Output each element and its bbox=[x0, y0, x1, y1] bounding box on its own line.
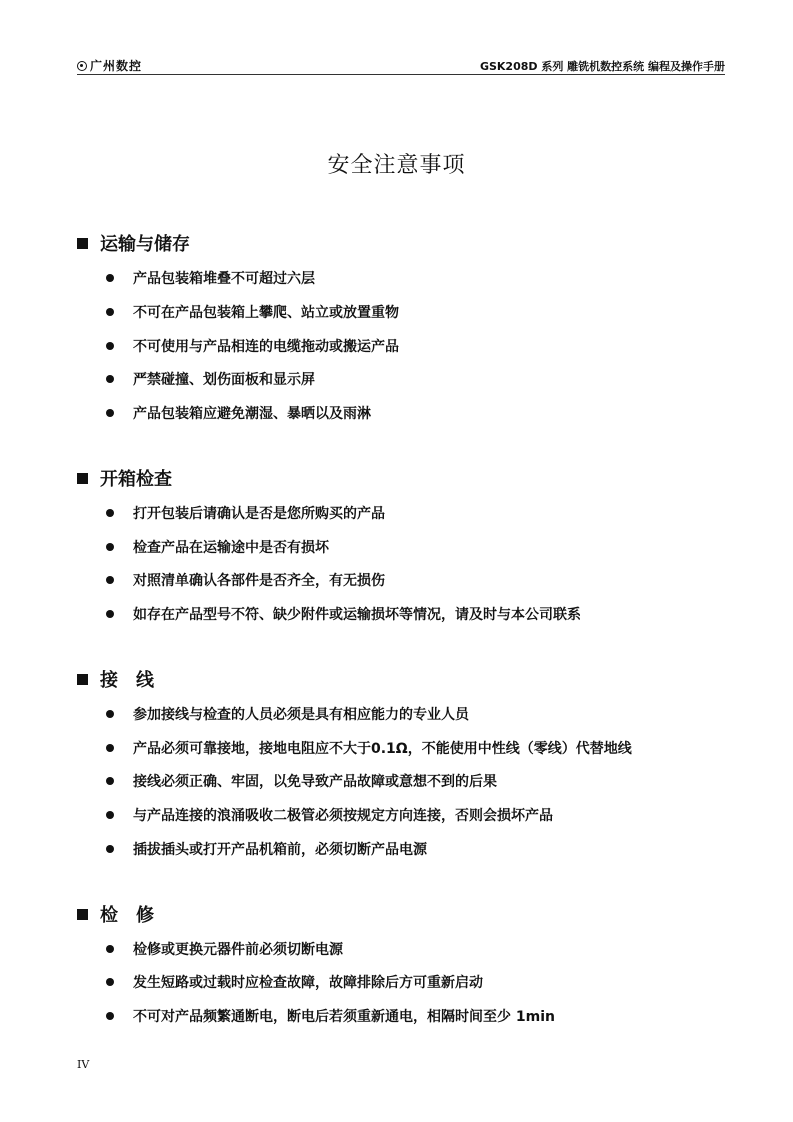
list-item: 如存在产品型号不符、缺少附件或运输损坏等情况，请及时与本公司联系 bbox=[104, 604, 581, 624]
list-item: 发生短路或过载时应检查故障，故障排除后方可重新启动 bbox=[104, 972, 483, 992]
list-item: 产品包装箱堆叠不可超过六层 bbox=[104, 268, 315, 288]
bullet-icon bbox=[106, 811, 114, 819]
bullet-icon bbox=[106, 274, 114, 282]
page-title: 安全注意事项 bbox=[327, 153, 466, 178]
list-item: 产品必须可靠接地，接地电阻应不大于0.1Ω，不能使用中性线（零线）代替地线 bbox=[104, 738, 632, 758]
list-item: 检修或更换元器件前必须切断电源 bbox=[104, 939, 343, 959]
square-bullet-icon bbox=[77, 674, 88, 685]
bullet-icon bbox=[106, 375, 114, 383]
list-item: 产品包装箱应避免潮湿、暴晒以及雨淋 bbox=[104, 403, 371, 423]
list-item: 与产品连接的浪涌吸收二极管必须按规定方向连接，否则会损坏产品 bbox=[104, 805, 553, 825]
list-item: 插拔插头或打开产品机箱前，必须切断产品电源 bbox=[104, 839, 427, 859]
bullet-icon bbox=[106, 1012, 114, 1020]
square-bullet-icon bbox=[77, 473, 88, 484]
bullet-icon bbox=[106, 744, 114, 752]
bullet-icon bbox=[106, 777, 114, 785]
list-item: 不可使用与产品相连的电缆拖动或搬运产品 bbox=[104, 336, 399, 356]
bullet-icon bbox=[106, 409, 114, 417]
list-item: 检查产品在运输途中是否有损坏 bbox=[104, 537, 329, 557]
company-logo bbox=[77, 57, 142, 74]
page-number: IV bbox=[77, 1058, 90, 1071]
list-item: 对照清单确认各部件是否齐全，有无损伤 bbox=[104, 570, 385, 590]
section-heading-maintenance: 检 修 bbox=[77, 901, 154, 927]
section-heading-unpacking: 开箱检查 bbox=[77, 465, 172, 491]
bullet-icon bbox=[106, 610, 114, 618]
bullet-icon bbox=[106, 342, 114, 350]
bullet-icon bbox=[106, 845, 114, 853]
logo-text: 广州数控 bbox=[90, 59, 143, 73]
list-item: 接线必须正确、牢固，以免导致产品故障或意想不到的后果 bbox=[104, 771, 497, 791]
bullet-icon bbox=[106, 308, 114, 316]
list-item: 严禁碰撞、划伤面板和显示屏 bbox=[104, 369, 315, 389]
list-item: 打开包装后请确认是否是您所购买的产品 bbox=[104, 503, 385, 523]
bullet-icon bbox=[106, 945, 114, 953]
list-item: 参加接线与检查的人员必须是具有相应能力的专业人员 bbox=[104, 704, 469, 724]
bullet-icon bbox=[106, 576, 114, 584]
bullet-icon bbox=[106, 509, 114, 517]
square-bullet-icon bbox=[77, 909, 88, 920]
section-heading-transport: 运输与储存 bbox=[77, 230, 190, 256]
list-item: 不可在产品包装箱上攀爬、站立或放置重物 bbox=[104, 302, 399, 322]
square-bullet-icon bbox=[77, 238, 88, 249]
section-heading-wiring: 接 线 bbox=[77, 666, 154, 692]
list-item: 不可对产品频繁通断电，断电后若须重新通电，相隔时间至少 1min bbox=[104, 1006, 555, 1026]
page-header bbox=[77, 56, 725, 75]
manual-title: GSK208D 系列 雕铣机数控系统 编程及操作手册 bbox=[479, 60, 725, 73]
bullet-icon bbox=[106, 543, 114, 551]
bullet-icon bbox=[106, 978, 114, 986]
logo-icon bbox=[77, 61, 87, 71]
bullet-icon bbox=[106, 710, 114, 718]
